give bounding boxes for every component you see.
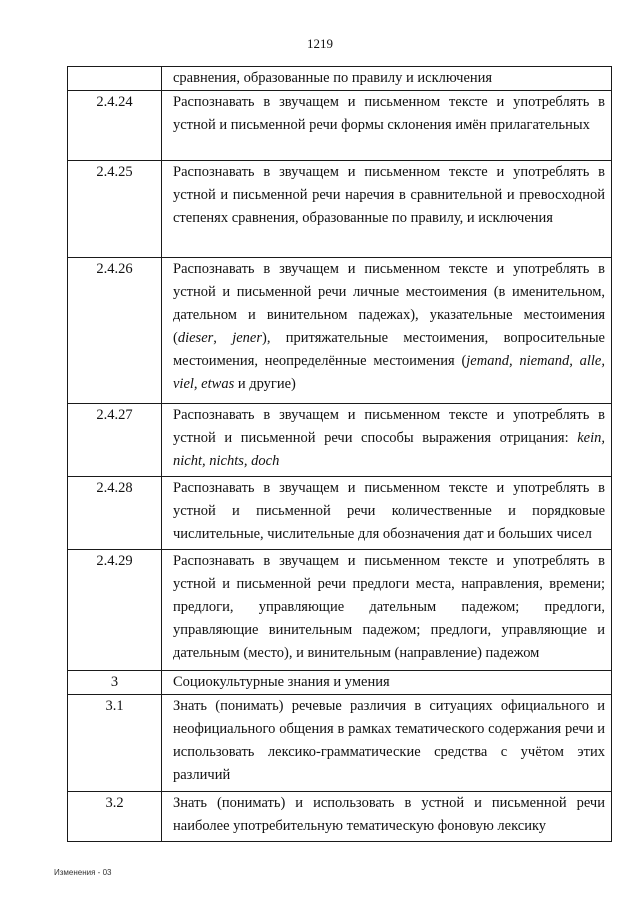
table-row xyxy=(68,671,612,695)
row-text: Социокультурные знания и умения xyxy=(162,671,612,695)
row-code: 2.4.27 xyxy=(68,404,162,477)
german-term: kein, nicht, nichts, doch xyxy=(173,430,605,469)
table-row xyxy=(68,404,612,477)
text-part: и другие) xyxy=(234,376,296,392)
row-text: Распознавать в звучащем и письменном тексте и употреблять в устной и письменной речи предлоги места, направления, времени; предлоги, управляющие дательным падежом; предлоги, управляющие винительным падежом; предлоги, управляющие и дательным (место), и винительным (направление) падежом xyxy=(162,550,612,671)
row-text xyxy=(162,404,612,477)
page-number: 1219 xyxy=(307,36,333,51)
footer-revision: Изменения - 03 xyxy=(54,868,112,877)
row-code: 3.2 xyxy=(68,792,162,842)
row-code: 2.4.29 xyxy=(68,550,162,671)
row-code xyxy=(68,67,162,91)
text-part: Распознавать в звучащем и письменном тексте и употреблять в устной и письменной речи личные местоимения (в именительном, дательном и винительном падежах), указательные местоимения ( xyxy=(173,261,605,346)
table-row xyxy=(68,792,612,842)
german-term: dieser xyxy=(177,330,214,346)
table-row xyxy=(68,550,612,671)
row-text: сравнения, образованные по правилу и исключения xyxy=(162,67,612,91)
german-term: jemand, niemand, alle, viel, etwas xyxy=(173,353,605,392)
table-row xyxy=(68,258,612,404)
text-part: Распознавать в звучащем и письменном тексте и употреблять в устной и письменной речи способы выражения отрицания: xyxy=(173,407,605,446)
row-code: 2.4.25 xyxy=(68,161,162,258)
table-row xyxy=(68,67,612,91)
text-part: ), притяжательные местоимения, вопросительные местоимения, неопределённые местоимения ( xyxy=(173,330,605,369)
row-text: Знать (понимать) и использовать в устной и письменной речи наиболее употребительную тематическую фоновую лексику xyxy=(162,792,612,842)
german-term: jener xyxy=(232,330,263,346)
row-code: 2.4.26 xyxy=(68,258,162,404)
table-row xyxy=(68,695,612,792)
curriculum-table xyxy=(67,66,612,842)
text-part: , xyxy=(213,330,233,346)
table-row xyxy=(68,477,612,550)
table-row xyxy=(68,91,612,161)
row-text: Знать (понимать) речевые различия в ситуациях официального и неофициального общения в рамках тематического содержания речи и использовать лексико-грамматические средства с учётом этих различий xyxy=(162,695,612,792)
row-code: 3 xyxy=(68,671,162,695)
row-text: Распознавать в звучащем и письменном тексте и употреблять в устной и письменной речи наречия в сравнительной и превосходной степенях сравнения, образованные по правилу, и исключения xyxy=(162,161,612,258)
row-code: 2.4.28 xyxy=(68,477,162,550)
row-text: Распознавать в звучащем и письменном тексте и употреблять в устной и письменной речи количественные и порядковые числительные, числительные для обозначения дат и больших чисел xyxy=(162,477,612,550)
row-text: Распознавать в звучащем и письменном тексте и употреблять в устной и письменной речи формы склонения имён прилагательных xyxy=(162,91,612,161)
row-text xyxy=(162,258,612,404)
table-row xyxy=(68,161,612,258)
row-code: 3.1 xyxy=(68,695,162,792)
row-code: 2.4.24 xyxy=(68,91,162,161)
